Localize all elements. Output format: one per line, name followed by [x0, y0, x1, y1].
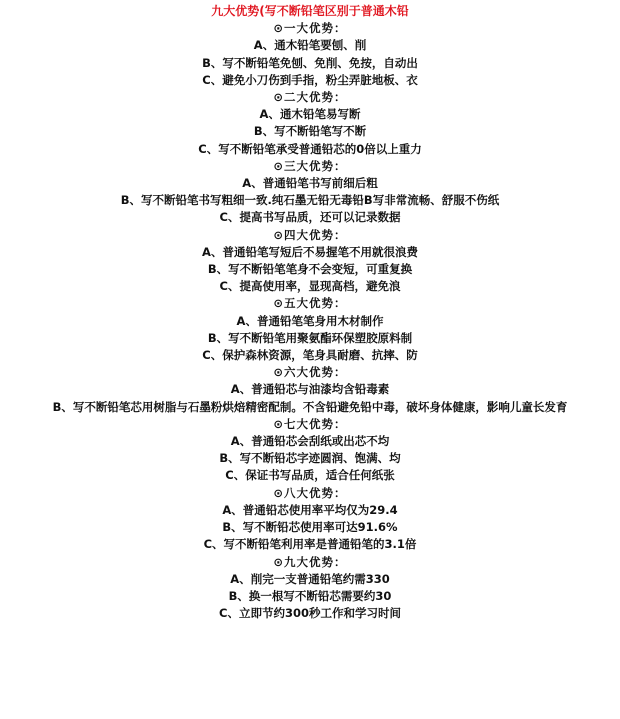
advantage-item: B、写不断铅笔笔身不会变短，可重复换	[207, 262, 413, 277]
section-heading: ⊙五大优势：	[273, 296, 347, 311]
advantage-section	[0, 295, 620, 364]
advantage-item: A、普通铅笔写短后不易握笔不用就很浪费	[202, 244, 418, 259]
advantage-item: C、保护森林资源，笔身具耐磨、抗摔、防	[202, 348, 418, 363]
advantage-item: C、提高书写品质，还可以记录数据	[219, 210, 401, 225]
advantage-item: C、写不断铅笔承受普通铅芯的0倍以上重力	[198, 141, 422, 156]
section-heading: ⊙八大优势：	[273, 485, 347, 500]
advantage-item: A、普通铅笔笔身用木材制作	[236, 313, 384, 328]
advantage-item: A、普通铅芯使用率平均仅为29.4	[222, 502, 398, 517]
advantage-item: B、写不断铅笔芯用树脂与石墨粉烘焙精密配制。不含铅避免铅中毒，破坏身体健康，影响儿童长发育	[52, 399, 568, 414]
section-heading: ⊙三大优势：	[273, 158, 347, 173]
advantage-item: C、写不断铅笔利用率是普通铅笔的3.1倍	[203, 537, 417, 552]
advantage-section	[0, 364, 620, 416]
section-heading: ⊙一大优势：	[273, 21, 347, 36]
advantage-section	[0, 227, 620, 296]
advantage-item: C、保证书写品质，适合任何纸张	[225, 468, 395, 483]
advantage-item: B、写不断铅芯使用率可达91.6%	[222, 520, 398, 535]
advantage-item: B、写不断铅笔书写粗细一致.纯石墨无铅无毒铅B写非常流畅、舒服不伤纸	[120, 193, 500, 208]
advantage-item: B、写不断铅笔免刨、免削、免按，自动出	[202, 55, 418, 70]
advantage-item: A、通木铅笔易写断	[259, 107, 361, 122]
document-title: 九大优势(写不断铅笔区别于普通木铅	[211, 4, 409, 18]
section-heading: ⊙九大优势：	[273, 554, 347, 569]
advantage-section	[0, 416, 620, 485]
advantage-item: A、普通铅芯会刮纸或出芯不均	[230, 434, 390, 449]
advantage-item: B、写不断铅笔用聚氨酯环保塑胶原料制	[207, 330, 413, 345]
section-heading: ⊙六大优势：	[273, 365, 347, 380]
advantage-item: A、削完一支普通铅笔约需330	[230, 571, 390, 586]
advantage-section	[0, 554, 620, 623]
advantage-item: A、通木铅笔要刨、削	[253, 38, 367, 53]
advantage-item: A、普通铅笔书写前细后粗	[242, 176, 378, 191]
section-heading: ⊙七大优势：	[273, 416, 347, 431]
advantage-item: C、提高使用率，显现高档，避免浪	[219, 279, 401, 294]
section-heading: ⊙二大优势：	[273, 90, 347, 105]
advantage-item: A、普通铅芯与油漆均含铅毒素	[230, 382, 390, 397]
advantage-item: C、立即节约300秒工作和学习时间	[219, 606, 401, 621]
advantage-section	[0, 89, 620, 158]
advantage-item: B、换一根写不断铅芯需要约30	[228, 588, 392, 603]
sections-container	[0, 20, 620, 622]
advantage-item: B、写不断铅芯字迹圆润、饱满、均	[219, 451, 401, 466]
advantage-item: B、写不断铅笔写不断	[253, 124, 367, 139]
advantage-item: C、避免小刀伤到手指，粉尘弄脏地板、衣	[202, 72, 418, 87]
advantage-section	[0, 485, 620, 554]
advantage-section	[0, 20, 620, 89]
section-heading: ⊙四大优势：	[273, 227, 347, 242]
advantage-section	[0, 158, 620, 227]
